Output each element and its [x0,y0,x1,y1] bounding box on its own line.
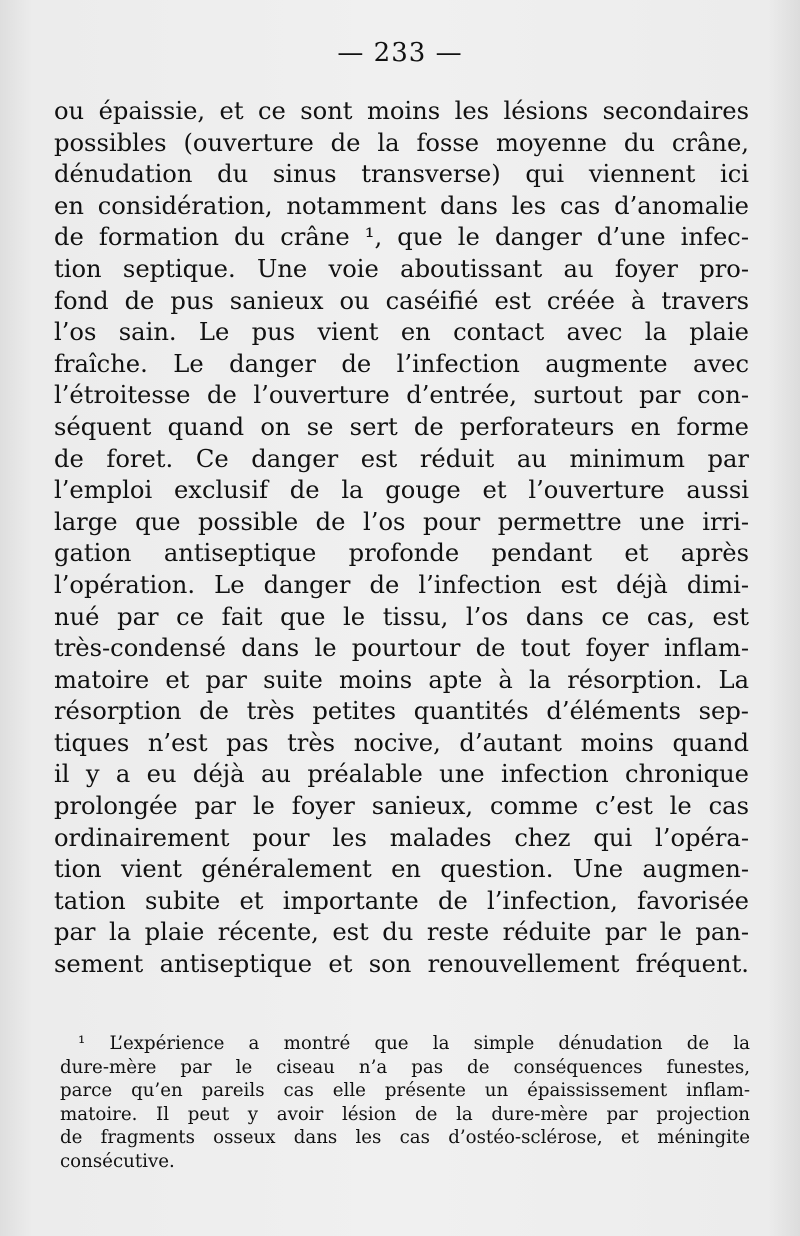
text-line: possibles (ouverture de la fosse moyenne du crâne, [54,128,749,157]
footnote-line: de fragments osseux dans les cas d’ostéo-sclérose, et méningite [60,1127,750,1149]
footnote-line: matoire. Il peut y avoir lésion de la dure-mère par projection [60,1103,750,1125]
text-line: prolongée par le foyer sanieux, comme c’est le cas [54,792,749,821]
text-line: de formation du crâne ¹, que le danger d’une infec- [54,223,749,252]
text-line: en considération, notamment dans les cas d’anomalie [54,191,749,220]
footnote-line: parce qu’en pareils cas elle présente un épaississement inflam- [60,1080,750,1102]
text-line: gation antiseptique profonde pendant et après [54,539,749,568]
footnote-line: dure-mère par le ciseau n’a pas de conséquences funestes, [60,1056,750,1078]
text-line: de foret. Ce danger est réduit au minimum par [54,444,749,473]
text-line: fraîche. Le danger de l’infection augmente avec [54,349,749,378]
text-line: très-condensé dans le pourtour de tout foyer inflam- [54,634,749,663]
text-line: séquent quand on se sert de perforateurs en forme [54,412,749,441]
text-line: nué par ce fait que le tissu, l’os dans ce cas, est [54,602,749,631]
footnote-line: ¹ L’expérience a montré que la simple dénudation de la [78,1033,750,1054]
text-line: tation subite et importante de l’infection, favorisée [54,886,749,915]
footnote-line: consécutive. [60,1150,175,1172]
main-text [54,96,749,981]
text-line: tion vient généralement en question. Une augmen- [54,855,749,884]
text-line: tion septique. Une voie aboutissant au foyer pro- [54,254,749,283]
text-line: fond de pus sanieux ou caséifié est créée à travers [54,286,749,315]
text-line: ou épaissie, et ce sont moins les lésions secondaires [54,97,749,125]
page-number: — 233 — [337,38,463,68]
text-line: sement antiseptique et son renouvellement fréquent. [54,950,749,979]
text-line: par la plaie récente, est du reste réduite par le pan- [54,918,749,947]
text-line: tiques n’est pas très nocive, d’autant moins quand [54,728,749,757]
text-line: il y a eu déjà au préalable une infection chronique [54,760,749,789]
text-line: matoire et par suite moins apte à la résorption. La [54,665,749,694]
text-line: l’os sain. Le pus vient en contact avec la plaie [54,318,749,347]
footnote [60,1032,750,1174]
text-line: large que possible de l’os pour permettre une irri- [54,507,749,536]
text-line: l’emploi exclusif de la gouge et l’ouverture aussi [54,476,749,505]
text-line: dénudation du sinus transverse) qui viennent ici [54,160,749,189]
text-line: résorption de très petites quantités d’éléments sep- [54,697,749,726]
text-line: l’opération. Le danger de l’infection est déjà dimi- [54,570,749,599]
text-line: ordinairement pour les malades chez qui l’opéra- [54,823,749,852]
text-line: l’étroitesse de l’ouverture d’entrée, surtout par con- [54,381,749,410]
